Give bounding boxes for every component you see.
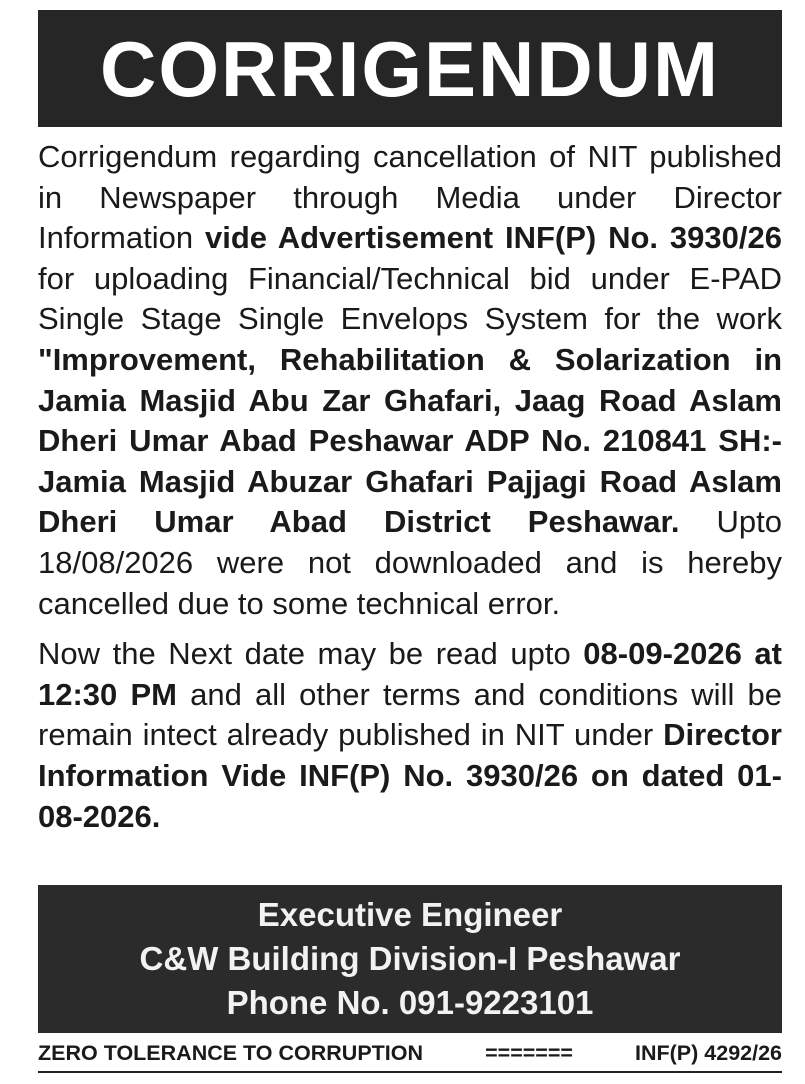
signature-block <box>38 885 782 1033</box>
page-title: CORRIGENDUM <box>100 24 720 113</box>
para1-work-title: "Improvement, Rehabilitation & Solarization in Jamia Masjid Abu Zar Ghafari, Jaag Road Aslam Dheri Umar Abad Peshawar ADP No. 210841 SH:- Jamia Masjid Abuzar Ghafari Pajjagi Road Aslam Dheri Umar Abad District Peshawar. <box>38 341 782 540</box>
para2-text-1: Now the Next date may be read upto <box>38 636 584 672</box>
bottom-strip <box>38 1035 782 1073</box>
para2-new-date: 08-09-2026 at 12:30 PM <box>38 636 783 712</box>
signature-designation: Executive Engineer <box>257 896 563 933</box>
header-banner <box>38 10 782 127</box>
signature-division: C&W Building Division-I Peshawar <box>139 940 681 977</box>
para1-advertisement-ref: vide Advertisement INF(P) No. 3930/26 <box>204 220 782 256</box>
paragraph-next-date <box>38 634 782 837</box>
separator-text: ======= <box>485 1040 573 1065</box>
notice-body <box>38 137 782 837</box>
para1-text-2: for uploading Financial/Technical bid under E-PAD Single Stage Single Envelops System for the work <box>38 260 782 337</box>
inf-reference: INF(P) 4292/26 <box>635 1040 782 1065</box>
para1-text-3: Upto 18/08/2026 were not downloaded and is hereby cancelled due to some technical error. <box>38 504 782 621</box>
para2-nit-ref: Director Information Vide INF(P) No. 3930/26 on dated 01-08-2026. <box>38 717 782 834</box>
slogan-text: ZERO TOLERANCE TO CORRUPTION <box>38 1040 424 1065</box>
paragraph-cancellation <box>38 137 782 624</box>
signature-phone: Phone No. 091-9223101 <box>226 984 594 1021</box>
para1-text-1: Corrigendum regarding cancellation of NIT published in Newspaper through Media under Director Information <box>38 139 782 256</box>
para2-text-2: and all other terms and conditions will be remain intect already published in NIT under <box>38 676 782 753</box>
